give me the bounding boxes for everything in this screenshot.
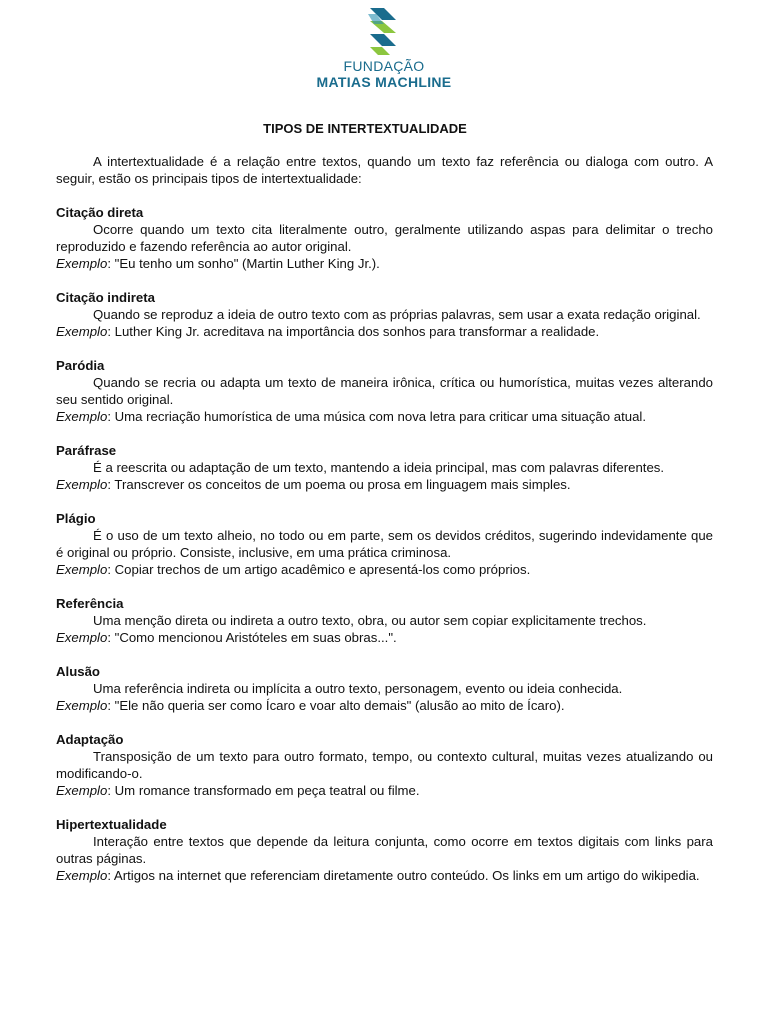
logo-text-matias-machline: MATIAS MACHLINE bbox=[316, 74, 452, 90]
sections-list bbox=[56, 204, 713, 884]
example-label: Exemplo bbox=[56, 409, 108, 424]
section-parodia bbox=[56, 357, 713, 425]
document-body bbox=[56, 153, 713, 884]
section-heading: Citação direta bbox=[56, 205, 144, 220]
section-heading: Paráfrase bbox=[56, 443, 117, 458]
logo bbox=[0, 0, 768, 100]
example-label: Exemplo bbox=[56, 562, 108, 577]
example-label: Exemplo bbox=[56, 256, 108, 271]
section-plagio bbox=[56, 510, 713, 578]
section-example bbox=[56, 255, 713, 272]
section-example bbox=[56, 561, 713, 578]
section-example bbox=[56, 408, 713, 425]
section-description: Uma referência indireta ou implícita a outro texto, personagem, evento ou ideia conhecida. bbox=[93, 681, 623, 696]
example-label: Exemplo bbox=[56, 324, 108, 339]
example-text: : "Como mencionou Aristóteles em suas obras...". bbox=[107, 630, 397, 645]
section-description: Quando se recria ou adapta um texto de maneira irônica, crítica ou humorística, muitas vezes alterando seu sentido original. bbox=[56, 375, 713, 407]
section-example bbox=[56, 629, 713, 646]
example-text: : "Ele não queria ser como Ícaro e voar alto demais" (alusão ao mito de Ícaro). bbox=[107, 698, 565, 713]
example-label: Exemplo bbox=[56, 868, 108, 883]
section-heading: Referência bbox=[56, 596, 124, 611]
section-citacao-direta bbox=[56, 204, 713, 272]
section-heading: Paródia bbox=[56, 358, 105, 373]
section-parafrase bbox=[56, 442, 713, 493]
section-example bbox=[56, 323, 713, 340]
section-heading: Citação indireta bbox=[56, 290, 155, 305]
section-description: Transposição de um texto para outro formato, tempo, ou contexto cultural, muitas vezes atualizando ou modificando-o. bbox=[56, 749, 713, 781]
example-text: : "Eu tenho um sonho" (Martin Luther King Jr.). bbox=[107, 256, 380, 271]
section-heading: Adaptação bbox=[56, 732, 124, 747]
intro-paragraph: A intertextualidade é a relação entre textos, quando um texto faz referência ou dialoga com outro. A seguir, estão os principais tipos de intertextualidade: bbox=[56, 154, 713, 186]
section-citacao-indireta bbox=[56, 289, 713, 340]
example-label: Exemplo bbox=[56, 698, 108, 713]
document-title: TIPOS DE INTERTEXTUALIDADE bbox=[263, 121, 467, 136]
section-heading: Alusão bbox=[56, 664, 100, 679]
fundacao-logo-icon bbox=[364, 6, 402, 56]
logo-text-fundacao: FUNDAÇÃO bbox=[343, 58, 425, 74]
section-description: Ocorre quando um texto cita literalmente outro, geralmente utilizando aspas para delimitar o trecho reproduzido e fazendo referência ao autor original. bbox=[56, 222, 713, 254]
example-text: : Artigos na internet que referenciam diretamente outro conteúdo. Os links em um artigo do wikipedia. bbox=[107, 868, 700, 883]
section-example bbox=[56, 782, 713, 799]
section-description: Interação entre textos que depende da leitura conjunta, como ocorre em textos digitais com links para outras páginas. bbox=[56, 834, 713, 866]
section-description: É o uso de um texto alheio, no todo ou em parte, sem os devidos créditos, sugerindo indevidamente que é original ou próprio. Consiste, inclusive, em uma prática criminosa. bbox=[56, 528, 713, 560]
example-label: Exemplo bbox=[56, 783, 108, 798]
section-example bbox=[56, 867, 713, 884]
section-example bbox=[56, 697, 713, 714]
section-description: Quando se reproduz a ideia de outro texto com as próprias palavras, sem usar a exata redação original. bbox=[93, 307, 701, 322]
section-adaptacao bbox=[56, 731, 713, 799]
section-referencia bbox=[56, 595, 713, 646]
section-hipertextualidade bbox=[56, 816, 713, 884]
section-description: Uma menção direta ou indireta a outro texto, obra, ou autor sem copiar explicitamente trechos. bbox=[93, 613, 647, 628]
section-heading: Plágio bbox=[56, 511, 96, 526]
example-label: Exemplo bbox=[56, 477, 108, 492]
section-example bbox=[56, 476, 713, 493]
section-description: É a reescrita ou adaptação de um texto, mantendo a ideia principal, mas com palavras diferentes. bbox=[93, 460, 665, 475]
example-text: : Copiar trechos de um artigo acadêmico e apresentá-los como próprios. bbox=[107, 562, 531, 577]
section-alusao bbox=[56, 663, 713, 714]
example-text: : Luther King Jr. acreditava na importância dos sonhos para transformar a realidade. bbox=[107, 324, 600, 339]
example-text: : Transcrever os conceitos de um poema ou prosa em linguagem mais simples. bbox=[107, 477, 571, 492]
example-label: Exemplo bbox=[56, 630, 108, 645]
section-heading: Hipertextualidade bbox=[56, 817, 167, 832]
example-text: : Uma recriação humorística de uma música com nova letra para criticar uma situação atual. bbox=[107, 409, 647, 424]
example-text: : Um romance transformado em peça teatral ou filme. bbox=[107, 783, 420, 798]
